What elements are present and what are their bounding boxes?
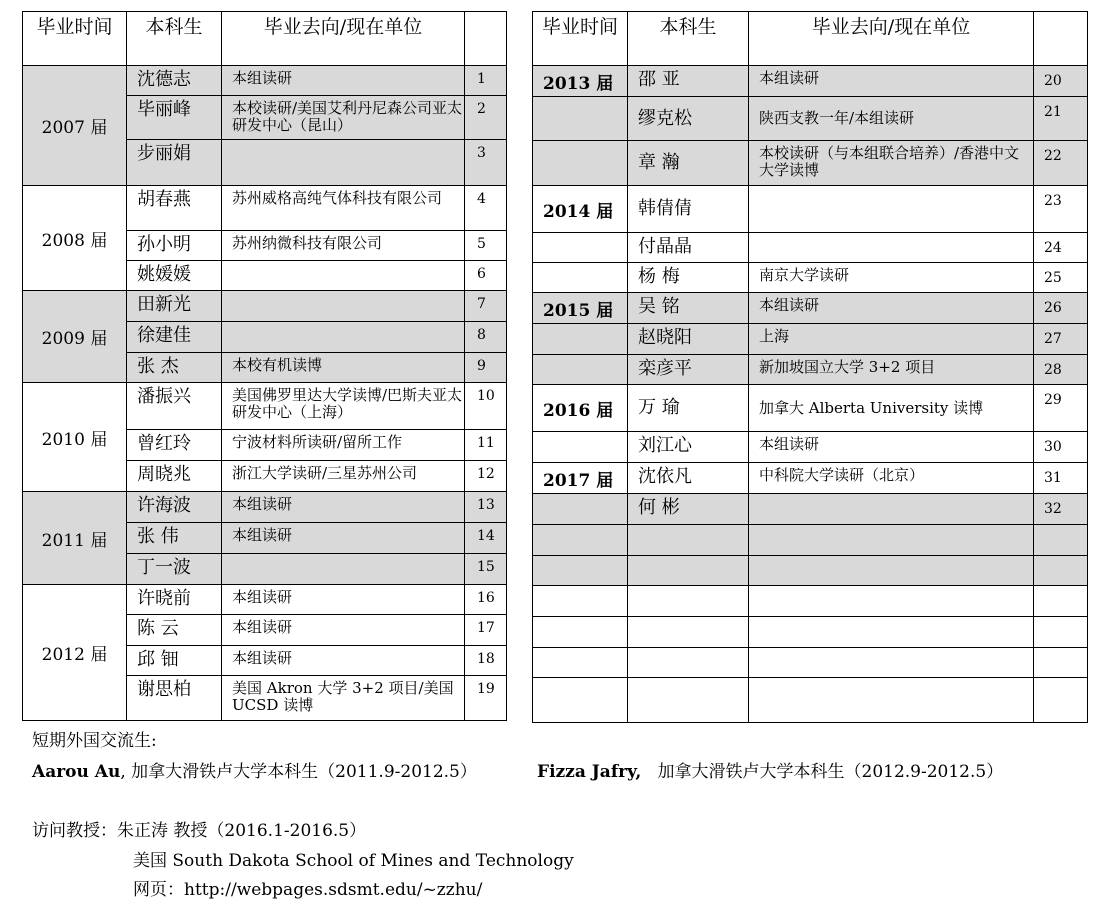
num-cell: 9 <box>465 353 507 383</box>
year-cell <box>533 432 628 463</box>
dest-cell <box>222 554 465 585</box>
table-row <box>23 585 507 615</box>
num-cell: 27 <box>1034 324 1088 355</box>
year-cell: 2017 届 <box>533 463 628 494</box>
table-row <box>533 494 1088 525</box>
table-row <box>533 648 1088 678</box>
name-cell: 沈德志 <box>127 66 222 96</box>
name-cell: 周晓兆 <box>127 461 222 492</box>
year-cell: 2012 届 <box>23 585 127 721</box>
student2-info: 加拿大滑铁卢大学本科生（2012.9-2012.5） <box>657 762 1004 782</box>
table-row <box>533 617 1088 648</box>
dest-cell <box>749 186 1034 233</box>
table-row <box>533 586 1088 617</box>
visiting-professor: 访问教授：朱正涛 教授（2016.1-2016.5） <box>32 821 367 841</box>
year-cell: 2015 届 <box>533 293 628 324</box>
dest-cell: 本组读研 <box>222 66 465 96</box>
table-row <box>23 383 507 430</box>
table-row <box>533 525 1088 556</box>
header-destination: 毕业去向/现在单位 <box>749 12 1034 66</box>
num-cell: 7 <box>465 291 507 322</box>
year-cell <box>533 141 628 186</box>
name-cell: 杨 梅 <box>628 263 749 293</box>
table-header-row <box>533 12 1088 66</box>
name-cell: 赵晓阳 <box>628 324 749 355</box>
table-header-row <box>23 12 507 66</box>
visitor-web-link[interactable]: 网页：http://webpages.sdsmt.edu/~zzhu/ <box>133 880 483 900</box>
name-cell: 万 瑜 <box>628 385 749 432</box>
name-cell: 许晓前 <box>127 585 222 615</box>
exchange-students <box>32 762 477 782</box>
dest-cell: 本校读研/美国艾利丹尼森公司亚太研发中心（昆山） <box>222 96 465 140</box>
dest-cell: 中科院大学读研（北京） <box>749 463 1034 494</box>
table-row <box>533 463 1088 494</box>
num-cell: 16 <box>465 585 507 615</box>
num-cell: 18 <box>465 646 507 676</box>
num-cell: 22 <box>1034 141 1088 186</box>
num-cell: 11 <box>465 430 507 461</box>
exchange-student-2 <box>537 762 1003 782</box>
year-cell <box>533 233 628 263</box>
num-cell: 2 <box>465 96 507 140</box>
year-cell <box>533 97 628 141</box>
num-cell: 13 <box>465 492 507 523</box>
num-cell: 8 <box>465 322 507 353</box>
table-row <box>533 678 1088 723</box>
table-row <box>533 556 1088 586</box>
dest-cell: 本组读研 <box>222 646 465 676</box>
dest-cell: 本组读研 <box>749 293 1034 324</box>
header-undergrad: 本科生 <box>127 12 222 66</box>
year-cell: 2013 届 <box>533 66 628 97</box>
name-cell: 何 彬 <box>628 494 749 525</box>
year-cell: 2008 届 <box>23 186 127 291</box>
num-cell: 28 <box>1034 355 1088 385</box>
table-row <box>533 66 1088 97</box>
num-cell: 32 <box>1034 494 1088 525</box>
name-cell: 徐建佳 <box>127 322 222 353</box>
year-cell <box>533 355 628 385</box>
table-row <box>23 291 507 322</box>
name-cell: 姚媛媛 <box>127 261 222 291</box>
dest-cell: 美国 Akron 大学 3+2 项目/美国 UCSD 读博 <box>222 676 465 721</box>
dest-cell <box>749 233 1034 263</box>
name-cell: 沈依凡 <box>628 463 749 494</box>
num-cell: 5 <box>465 231 507 261</box>
right-table <box>532 11 1088 723</box>
student1-name: Aarou Au <box>32 762 121 782</box>
table-row <box>533 385 1088 432</box>
name-cell: 章 瀚 <box>628 141 749 186</box>
num-cell: 24 <box>1034 233 1088 263</box>
num-cell: 25 <box>1034 263 1088 293</box>
table-row <box>533 186 1088 233</box>
name-cell: 田新光 <box>127 291 222 322</box>
year-cell: 2014 届 <box>533 186 628 233</box>
student2-name: Fizza Jafry, <box>537 762 642 782</box>
num-cell: 19 <box>465 676 507 721</box>
table-row <box>23 492 507 523</box>
dest-cell: 美国佛罗里达大学读博/巴斯夫亚太研发中心（上海） <box>222 383 465 430</box>
student1-info: , 加拿大滑铁卢大学本科生（2011.9-2012.5） <box>120 762 477 782</box>
dest-cell <box>749 494 1034 525</box>
num-cell: 1 <box>465 66 507 96</box>
dest-cell <box>222 140 465 186</box>
num-cell: 31 <box>1034 463 1088 494</box>
table-row <box>533 141 1088 186</box>
num-cell: 20 <box>1034 66 1088 97</box>
table-row <box>23 186 507 231</box>
num-cell: 30 <box>1034 432 1088 463</box>
num-cell: 4 <box>465 186 507 231</box>
table-row <box>533 263 1088 293</box>
num-cell: 6 <box>465 261 507 291</box>
year-cell: 2016 届 <box>533 385 628 432</box>
table-row <box>23 66 507 96</box>
name-cell: 付晶晶 <box>628 233 749 263</box>
dest-cell: 新加坡国立大学 3+2 项目 <box>749 355 1034 385</box>
header-grad-time: 毕业时间 <box>533 12 628 66</box>
name-cell: 毕丽峰 <box>127 96 222 140</box>
num-cell: 29 <box>1034 385 1088 432</box>
exchange-title: 短期外国交流生: <box>32 731 157 751</box>
dest-cell: 浙江大学读研/三星苏州公司 <box>222 461 465 492</box>
year-cell <box>533 263 628 293</box>
table-row <box>533 233 1088 263</box>
name-cell: 栾彦平 <box>628 355 749 385</box>
dest-cell <box>222 291 465 322</box>
name-cell: 张 伟 <box>127 523 222 554</box>
dest-cell: 苏州纳微科技有限公司 <box>222 231 465 261</box>
dest-cell: 宁波材料所读研/留所工作 <box>222 430 465 461</box>
visitor-affiliation: 美国 South Dakota School of Mines and Technology <box>133 851 574 871</box>
name-cell: 张 杰 <box>127 353 222 383</box>
table-row <box>533 355 1088 385</box>
name-cell: 陈 云 <box>127 615 222 646</box>
num-cell: 15 <box>465 554 507 585</box>
name-cell: 步丽娟 <box>127 140 222 186</box>
header-num <box>465 12 507 66</box>
name-cell: 邱 钿 <box>127 646 222 676</box>
dest-cell: 本组读研 <box>222 615 465 646</box>
year-cell: 2007 届 <box>23 66 127 186</box>
year-cell: 2010 届 <box>23 383 127 492</box>
table-row <box>533 97 1088 141</box>
dest-cell: 南京大学读研 <box>749 263 1034 293</box>
year-cell <box>533 324 628 355</box>
num-cell: 3 <box>465 140 507 186</box>
dest-cell: 本校有机读博 <box>222 353 465 383</box>
dest-cell: 本组读研 <box>222 492 465 523</box>
name-cell: 邵 亚 <box>628 66 749 97</box>
dest-cell: 本组读研 <box>749 66 1034 97</box>
dest-cell: 陕西支教一年/本组读研 <box>749 97 1034 141</box>
dest-cell: 加拿大 Alberta University 读博 <box>749 385 1034 432</box>
name-cell: 韩倩倩 <box>628 186 749 233</box>
header-undergrad: 本科生 <box>628 12 749 66</box>
table-row <box>533 293 1088 324</box>
name-cell: 吴 铭 <box>628 293 749 324</box>
num-cell: 23 <box>1034 186 1088 233</box>
left-table <box>22 11 507 721</box>
dest-cell: 上海 <box>749 324 1034 355</box>
header-destination: 毕业去向/现在单位 <box>222 12 465 66</box>
name-cell: 许海波 <box>127 492 222 523</box>
name-cell: 孙小明 <box>127 231 222 261</box>
year-cell: 2009 届 <box>23 291 127 383</box>
name-cell: 潘振兴 <box>127 383 222 430</box>
num-cell: 12 <box>465 461 507 492</box>
name-cell: 谢思柏 <box>127 676 222 721</box>
dest-cell: 本组读研 <box>749 432 1034 463</box>
dest-cell <box>222 261 465 291</box>
year-cell <box>533 494 628 525</box>
num-cell: 10 <box>465 383 507 430</box>
name-cell: 丁一波 <box>127 554 222 585</box>
name-cell: 缪克松 <box>628 97 749 141</box>
table-row <box>533 432 1088 463</box>
dest-cell: 本组读研 <box>222 585 465 615</box>
header-grad-time: 毕业时间 <box>23 12 127 66</box>
dest-cell: 苏州威格高纯气体科技有限公司 <box>222 186 465 231</box>
dest-cell <box>222 322 465 353</box>
year-cell: 2011 届 <box>23 492 127 585</box>
dest-cell: 本校读研（与本组联合培养）/香港中文大学读博 <box>749 141 1034 186</box>
header-num <box>1034 12 1088 66</box>
num-cell: 21 <box>1034 97 1088 141</box>
table-row <box>533 324 1088 355</box>
num-cell: 17 <box>465 615 507 646</box>
num-cell: 26 <box>1034 293 1088 324</box>
dest-cell: 本组读研 <box>222 523 465 554</box>
name-cell: 曾红玲 <box>127 430 222 461</box>
name-cell: 刘江心 <box>628 432 749 463</box>
num-cell: 14 <box>465 523 507 554</box>
name-cell: 胡春燕 <box>127 186 222 231</box>
